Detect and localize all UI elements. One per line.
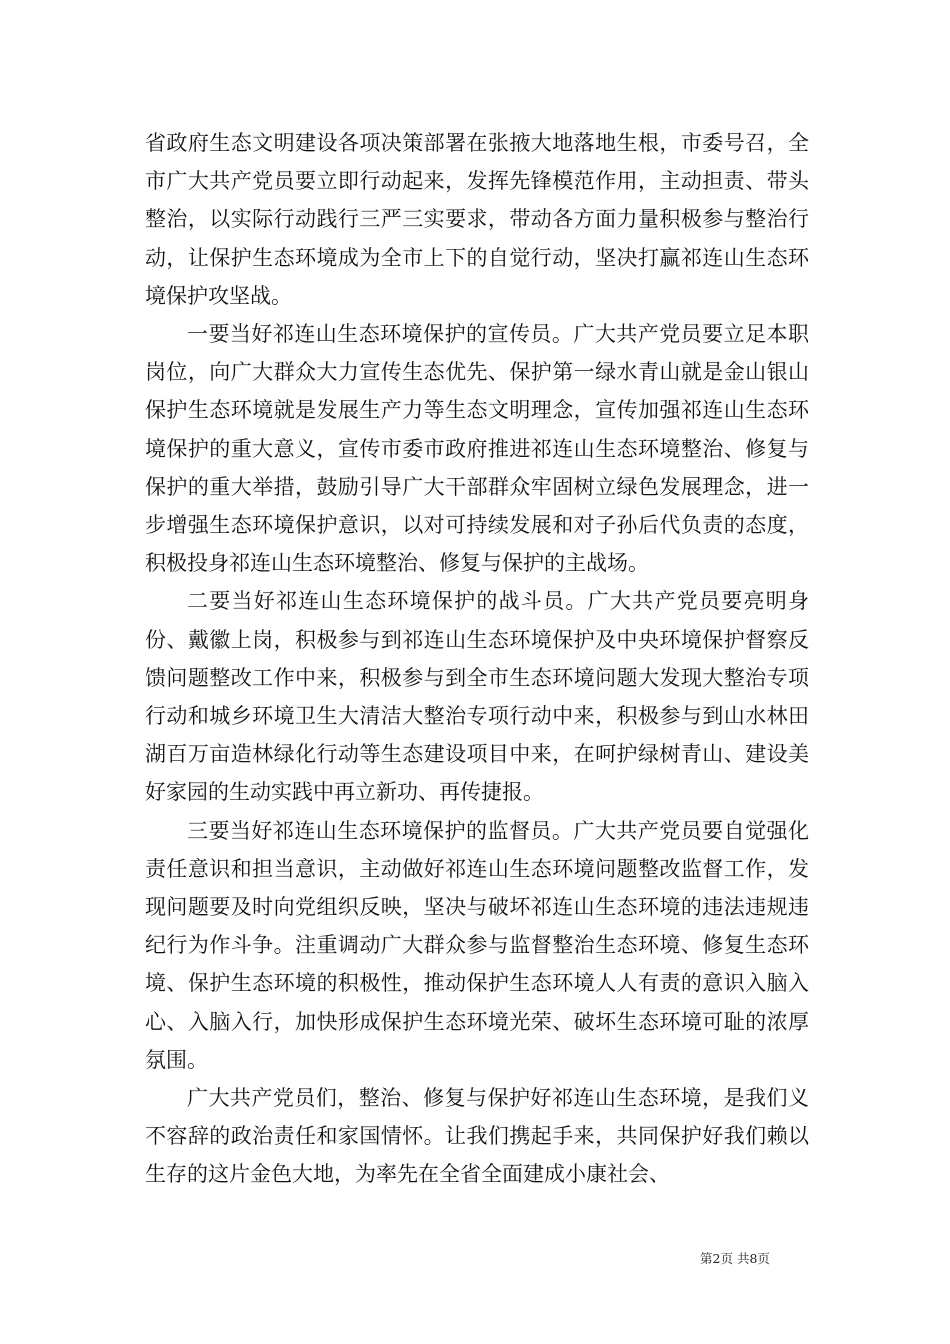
current-page-number: 2 (712, 1251, 721, 1266)
paragraph-2: 一要当好祁连山生态环境保护的宣传员。广大共产党员要立足本职岗位，向广大群众大力宣传生态优先、保护第一绿水青山就是金山银山保护生态环境就是发展生产力等生态文明理念，宣传加强祁连山生态环境保护的重大意义，宣传市委市政府推进祁连山生态环境整治、修复与保护的重大举措，鼓励引导广大干部群众牢固树立绿色发展理念，进一步增强生态环境保护意识，以对可持续发展和对子孙后代负责的态度，积极投身祁连山生态环境整治、修复与保护的主战场。 (145, 322, 809, 576)
paragraph-1: 省政府生态文明建设各项决策部署在张掖大地落地生根，市委号召，全市广大共产党员要立即行动起来，发挥先锋模范作用，主动担责、带头整治，以实际行动践行三严三实要求，带动各方面力量积极参与整治行动，让保护生态环境成为全市上下的自觉行动，坚决打赢祁连山生态环境保护攻坚战。 (145, 131, 809, 308)
footer-middle: 页 共 (720, 1251, 750, 1266)
footer-prefix: 第 (700, 1251, 713, 1266)
footer-suffix: 页 (757, 1251, 770, 1266)
page-footer (700, 1249, 810, 1267)
document-body (145, 124, 809, 1194)
paragraph-4: 三要当好祁连山生态环境保护的监督员。广大共产党员要自觉强化责任意识和担当意识，主动做好祁连山生态环境问题整改监督工作，发现问题要及时向党组织反映，坚决与破坏祁连山生态环境的违法违规违纪行为作斗争。注重调动广大群众参与监督整治生态环境、修复生态环境、保护生态环境的积极性，推动保护生态环境人人有责的意识入脑入心、入脑入行，加快形成保护生态环境光荣、破坏生态环境可耻的浓厚氛围。 (145, 818, 809, 1072)
total-page-count: 8 (749, 1251, 758, 1266)
paragraph-5: 广大共产党员们，整治、修复与保护好祁连山生态环境，是我们义不容辞的政治责任和家国情怀。让我们携起手来，共同保护好我们赖以生存的这片金色大地，为率先在全省全面建成小康社会、 (145, 1086, 809, 1187)
paragraph-3: 二要当好祁连山生态环境保护的战斗员。广大共产党员要亮明身份、戴徽上岗，积极参与到祁连山生态环境保护及中央环境保护督察反馈问题整改工作中来，积极参与到全市生态环境问题大发现大整治专项行动和城乡环境卫生大清洁大整治专项行动中来，积极参与到山水林田湖百万亩造林绿化行动等生态建设项目中来，在呵护绿树青山、建设美好家园的生动实践中再立新功、再传捷报。 (145, 589, 809, 805)
